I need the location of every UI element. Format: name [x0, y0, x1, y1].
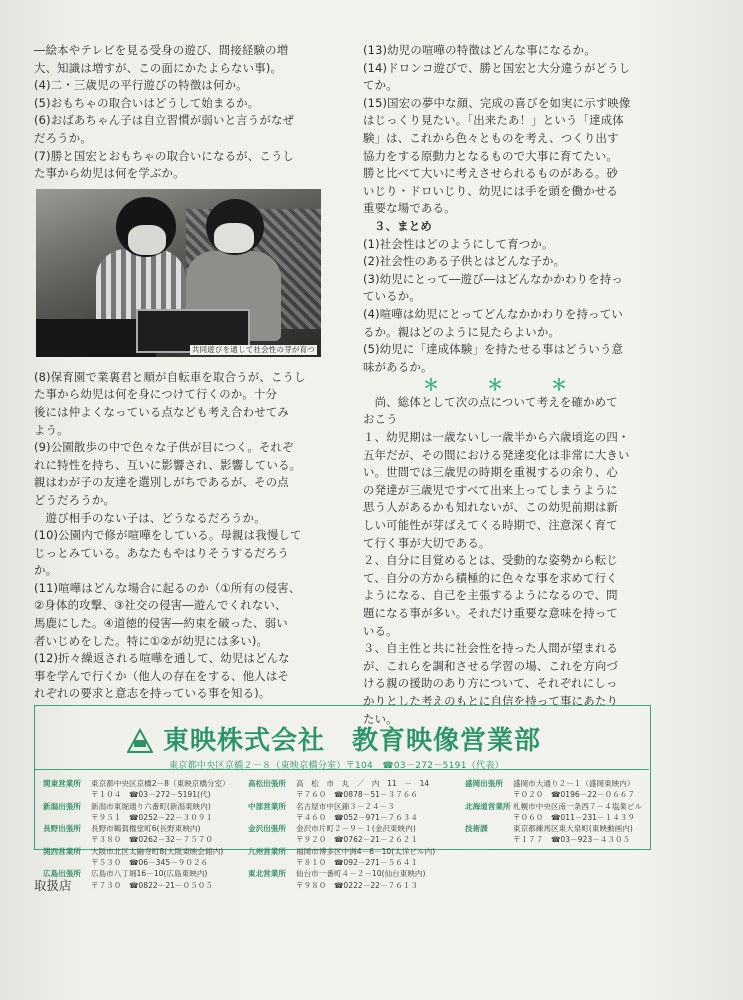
- right-column: [363, 42, 708, 728]
- office-detail: 〒４６０ ☎052－971－７６３４: [296, 812, 418, 822]
- text-line: (1)社会性はどのようにして育つか。: [363, 236, 554, 251]
- text-line: 験」は、これから色々とものを考え、つくり出す: [363, 130, 619, 145]
- office-detail: 〒９５１ ☎0252－22－３０９１: [91, 812, 213, 822]
- text-line: て行く事が大切である。: [363, 535, 491, 550]
- office-entry: [248, 778, 435, 801]
- text-line: 尚、総体として次の点について考えを確かめて: [363, 394, 618, 409]
- text-line: (13)幼児の喧嘩の特徴はどんな事になるか。: [363, 43, 596, 57]
- text-line: だろうか。: [34, 130, 92, 145]
- text-line: (15)国宏の夢中な顔、完成の喜びを如実に示す映像: [363, 95, 631, 110]
- text-line: が、これらを調和させる学習の場、これを方向づ: [363, 658, 618, 673]
- office-detail: 〒８１０ ☎092－271－５６４１: [296, 858, 418, 868]
- text-line: 思う人があるかも知れないが、この幼児前期は新: [363, 500, 618, 515]
- office-detail: 高 松 市 丸 ／ 内 11 － 14: [296, 779, 430, 788]
- office-detail: 〒５３０ ☎06－345－９０２６: [91, 858, 209, 868]
- text-line: (5)おもちゃの取合いはどうして始まるか。: [34, 95, 260, 110]
- text-line: じっとみている。あなたもやはりそうするだろう: [34, 545, 289, 560]
- right-text-b: [363, 236, 708, 377]
- office-detail: 〒９２０ ☎0762－21－２６２１: [296, 835, 418, 845]
- right-text-a: [363, 42, 708, 218]
- text-line: 勝と比べて大いに考えさせられるものがある。砂: [363, 166, 618, 181]
- text-line: (4)喧嘩は幼児にとってどんなかかわりを持ってい: [363, 306, 623, 321]
- text-line: (12)折々繰返される喧嘩を通して、幼児はどんな: [34, 651, 290, 666]
- office-list-b: [248, 778, 435, 891]
- text-line: (5)幼児に「達成体験」を持たせる事はどういう意: [363, 342, 624, 357]
- office-entry: [248, 823, 435, 846]
- text-line: い。世間では三歳児の時期を重視するの余り、心: [363, 465, 618, 480]
- office-detail: 福岡市博多区中洲4－6－10(太洋ビル内): [296, 846, 436, 856]
- text-line: ているか。: [363, 289, 421, 304]
- text-line: いじり・ドロいじり、幼児には手を頭を働かせる: [363, 183, 618, 198]
- office-name: 新潟出張所: [43, 801, 81, 811]
- separator-stars: ＊ ＊ ＊: [423, 375, 568, 395]
- text-line: た事から幼児は何を学ぶか。: [34, 166, 185, 181]
- distributor-label: 取扱店: [34, 878, 72, 893]
- office-name: 金沢出張所: [248, 824, 286, 834]
- text-line: よう。: [34, 422, 69, 437]
- office-name: 九州営業所: [248, 846, 286, 856]
- office-detail: 〒３８０ ☎0262－32－７５７０: [91, 835, 213, 845]
- text-line: (10)公園内で修が喧嘩をしている。母親は我慢して: [34, 528, 302, 543]
- office-name: 関東営業所: [43, 779, 81, 788]
- office-entry: [43, 846, 230, 869]
- text-line: た事から幼児は何を身につけて行くのか。十分: [34, 387, 278, 402]
- left-top-text: [34, 42, 334, 183]
- text-line: ―絵本やテレビを見る受身の遊び、間接経験の増: [34, 43, 289, 57]
- text-line: 協力をする原動力となるもので大事に育てたい。: [363, 148, 618, 163]
- text-line: ２、自分に目覚めるとは、受動的な姿勢から転じ: [363, 553, 618, 568]
- toei-logo-icon: [127, 728, 153, 754]
- text-line: かりとした考えのもとに自信を持って事にあたり: [363, 693, 618, 708]
- text-line: ける親の援助のあり方について、それぞれにしっ: [363, 676, 618, 691]
- office-detail: 金沢市片町２－９－１(金沢東映内): [296, 824, 416, 834]
- office-list-a: [43, 778, 230, 891]
- text-line: 味があるか。: [363, 359, 433, 374]
- office-name: 長野出張所: [43, 824, 81, 834]
- office-entry: [465, 823, 642, 846]
- office-entry: [465, 778, 642, 801]
- text-line: の発達が三歳児ですべて出来上ってしまうように: [363, 482, 618, 497]
- office-entry: [43, 801, 230, 824]
- text-line: 大、知識は増すが、この面にかたよらない事)。: [34, 60, 283, 75]
- text-line: 親はわが子の友達を選別しがちであるが、その点: [34, 475, 289, 490]
- left-bottom-text: [34, 369, 334, 703]
- office-detail: 〒７６０ ☎0878－51－３７６６: [296, 790, 418, 800]
- office-detail: 仙台市一番町４－２－10(仙台東映内): [296, 869, 426, 879]
- office-detail: 〒０６０ ☎011－231－１４３９: [513, 812, 635, 822]
- office-name: 関西営業所: [43, 846, 81, 856]
- office-entry: [248, 846, 435, 869]
- company-name: 東映株式会社 教育映像営業部: [163, 726, 542, 756]
- office-entry: [43, 823, 230, 846]
- office-detail: 東京都練馬区東大泉町(東映動画内): [513, 824, 633, 834]
- office-detail: 〒９８０ ☎0222－22－７６１３: [296, 880, 418, 890]
- text-line: (9)公園散歩の中で色々な子供が目につく。それぞ: [34, 440, 294, 455]
- office-detail: 〒１７７ ☎03－923－４３０５: [513, 835, 631, 845]
- text-line: てか。: [363, 78, 398, 93]
- text-line: 後には仲よくなっている点なども考え合わせてみ: [34, 404, 289, 419]
- office-detail: 新潟市東堀通り六番町(新潟東映内): [91, 801, 211, 811]
- text-line: (11)喧嘩はどんな場合に起るのか（①所有の侵害、: [34, 580, 301, 595]
- text-line: はじっくり見たい。「出来たあ！」という「達成体: [363, 113, 624, 128]
- text-line: どうだろうか。: [34, 492, 116, 507]
- text-line: (3)幼児にとって―遊び―はどんなかかわりを持っ: [363, 271, 623, 286]
- photo-children-playing: [36, 189, 321, 357]
- text-line: か。: [34, 563, 58, 578]
- office-name: 盛岡出張所: [465, 779, 503, 788]
- text-line: (8)保育園で業裏君と順が自転車を取合うが、こうし: [34, 369, 306, 384]
- text-line: (6)おばあちゃん子は自立習慣が弱いと言うがなぜ: [34, 113, 295, 128]
- office-detail: 〒１０４ ☎03－272－5191(代): [91, 790, 211, 800]
- office-entry: [465, 801, 642, 824]
- office-entry: [248, 801, 435, 824]
- text-line: (7)勝と国宏とおもちゃの取合いになるが、こうし: [34, 148, 295, 163]
- office-name: 技術課: [465, 824, 488, 834]
- office-detail: 盛岡市大通り２－１（盛岡東映内）: [513, 779, 635, 788]
- office-name: 中部営業所: [248, 801, 286, 811]
- text-line: (14)ドロンコ遊びで、勝と国宏と大分違うがどうし: [363, 60, 631, 75]
- office-list-c: [465, 778, 642, 846]
- text-line: １、幼児期は一歳ないし一歳半から六歳頃迄の四・: [363, 430, 630, 445]
- text-line: いる。: [363, 623, 398, 638]
- office-detail: 札幌市中央区南一条西７－４塩業ビル: [513, 801, 643, 811]
- text-line: 者いじめをした。特に①②が幼児には多い)。: [34, 633, 269, 648]
- text-line: 事を学んで行くか（他人の存在をする、他人はそ: [34, 668, 289, 683]
- left-column: [34, 42, 334, 703]
- section-heading-summary: ３、まとめ: [374, 218, 432, 233]
- office-name: 広島出張所: [43, 869, 81, 879]
- office-entry: [43, 778, 230, 801]
- text-line: るか。親はどのように見たらよいか。: [363, 324, 561, 339]
- divider: [35, 769, 649, 770]
- office-entry: [248, 868, 435, 891]
- right-text-c: [363, 394, 708, 728]
- text-line: (4)二・三歳児の平行遊びの特徴は何か。: [34, 78, 248, 93]
- text-line: 五年だが、その間における発達変化は非常に大きい: [363, 447, 630, 462]
- text-line: 遊び相手のない子は、どうなるだろうか。: [34, 510, 266, 525]
- text-line: おこう: [363, 412, 398, 427]
- text-line: 題になる事が多い。それだけ重要な意味を持って: [363, 606, 618, 620]
- photo-caption: 共同遊びを通して社会性の芽が育つ: [191, 344, 315, 354]
- office-detail: 〒７３０ ☎0822－21－０５０５: [91, 880, 213, 890]
- office-detail: 長野市鶴賀権堂町6(長野東映内): [91, 824, 201, 834]
- text-line: ②身体的攻撃、③社交の侵害―遊んでくれない、: [34, 598, 287, 613]
- text-line: れに特性を持ち、互いに影響され、影響している。: [34, 457, 302, 472]
- text-line: て、自分の方から積極的に色々な事を求めて行く: [363, 570, 618, 585]
- text-line: ようになる、自己を主張するようになるので、問: [363, 588, 618, 603]
- office-detail: 広島市八丁堀16－10(広島東映内): [91, 869, 208, 879]
- office-detail: 〒０２０ ☎0196－22－０６６７: [513, 790, 635, 800]
- headquarters-address: 東京都中央区京橋２－８（東映京橋分室）〒104 ☎03－272－5191（代表）: [169, 761, 504, 771]
- office-name: 東北営業所: [248, 869, 286, 879]
- text-line: 馬鹿にした。④道徳的侵害―約束を破った、弱い: [34, 616, 288, 631]
- text-line: たい。: [363, 711, 398, 726]
- text-line: 重要な場である。: [363, 201, 456, 216]
- office-detail: 名古屋市中区錦３－２４－３: [296, 801, 395, 811]
- text-line: ３、自主性と共に社会性を持った人間が望まれる: [363, 641, 618, 656]
- office-detail: 大阪市北区太融寺町8(大阪東映会館内): [91, 846, 224, 856]
- office-name: 高松出張所: [248, 779, 286, 788]
- text-line: (2)社会性のある子供とはどんな子か。: [363, 254, 566, 269]
- text-line: しい可能性が芽ばえてくる時期で、注意深く育て: [363, 518, 618, 533]
- office-detail: 東京都中央区京橋2－8（東映京橋分室）: [91, 779, 230, 788]
- text-line: れぞれの要求と意志を持っている事を知る)。: [34, 686, 271, 701]
- office-name: 北海道営業所: [465, 801, 511, 811]
